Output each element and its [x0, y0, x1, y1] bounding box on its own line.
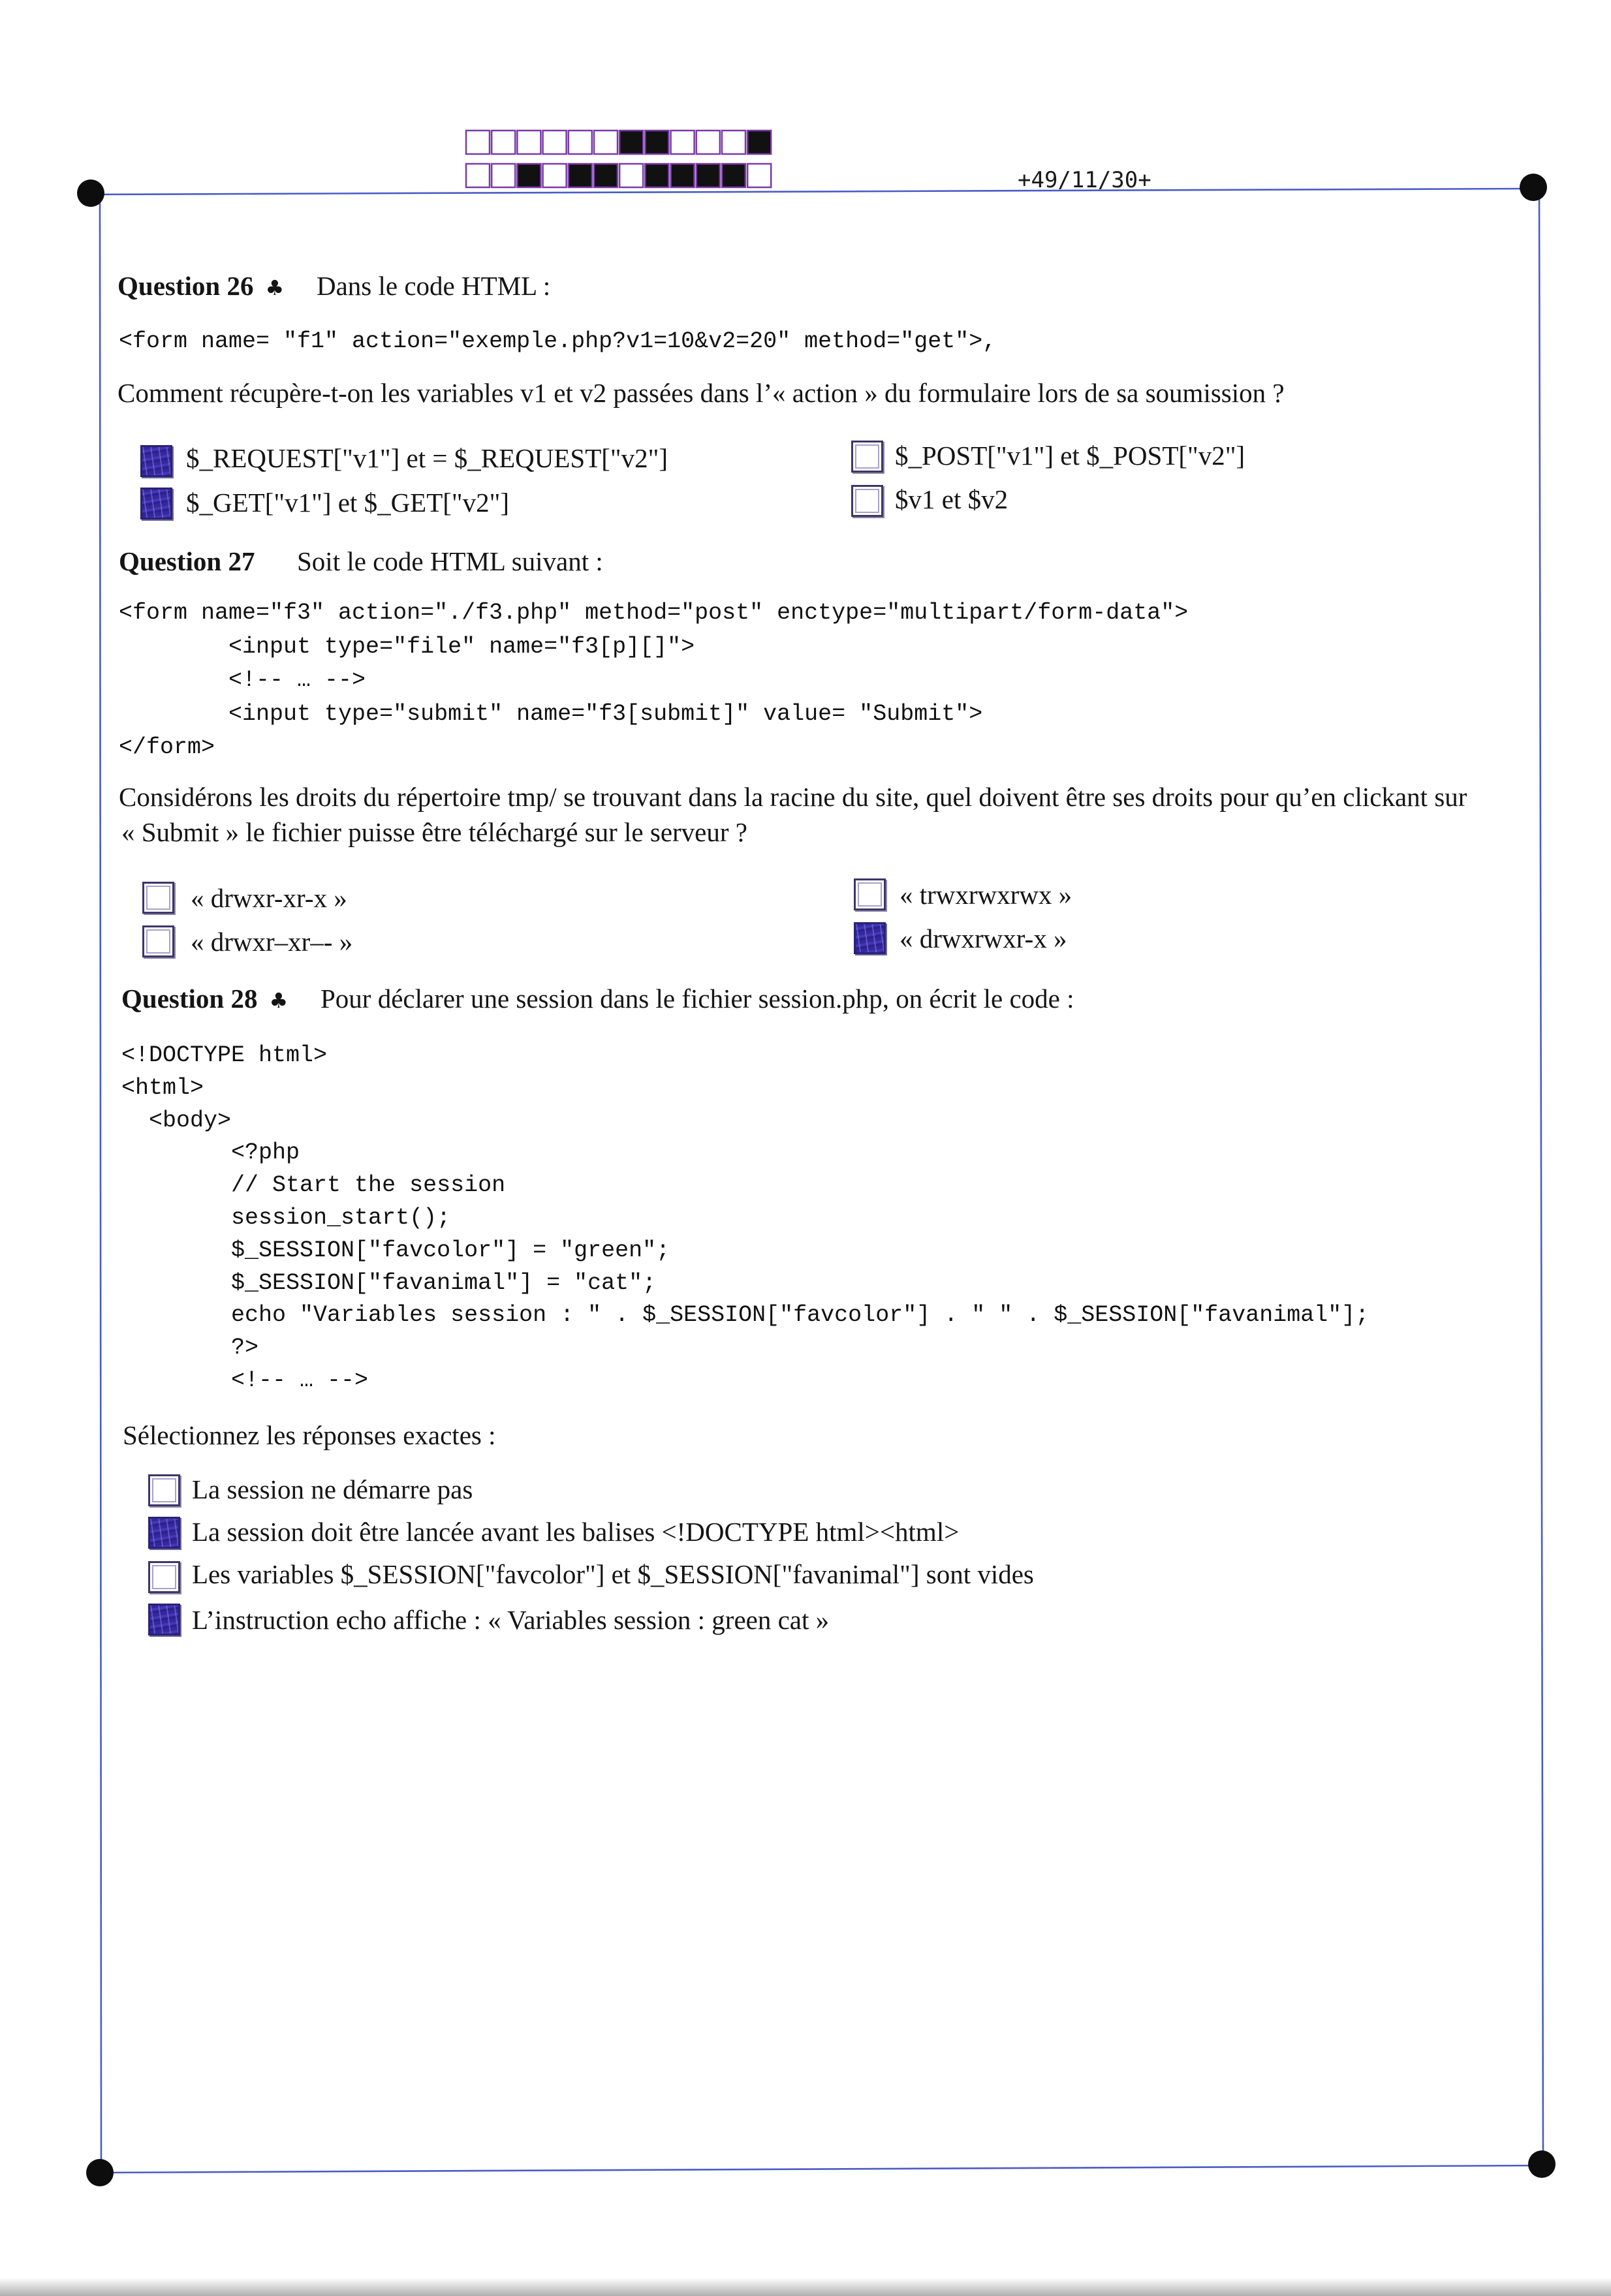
club-icon: ♣ [269, 988, 289, 1013]
corner-marker-top-left [77, 179, 104, 207]
frame-line-bottom [100, 2165, 1542, 2173]
code-snippet [119, 597, 1188, 765]
question-prompt-line: « Submit » le fichier puisse être téléchargé sur le serveur ? [121, 817, 747, 847]
question-28-heading [121, 983, 288, 1016]
sheet-id-code: +49/11/30+ [1018, 167, 1151, 193]
id-bit-box-filled [747, 131, 771, 154]
answer-checkbox[interactable] [854, 878, 886, 910]
code-line: <html> [121, 1074, 204, 1101]
id-bit-box-filled [696, 164, 720, 187]
answer-checkbox[interactable] [142, 925, 174, 957]
code-line: $_SESSION["favanimal"] = "cat"; [121, 1269, 657, 1296]
frame-line-left [100, 196, 101, 2173]
answer-text: $_REQUEST["v1"] et = $_REQUEST["v2"] [186, 443, 668, 473]
code-line: <form name= "f1" action="exemple.php?v1=10&v2=20" method="get">, [119, 328, 997, 354]
id-bit-box-empty [619, 164, 643, 187]
answer-text: $v1 et $v2 [895, 484, 1009, 514]
id-bit-box-empty [517, 131, 540, 154]
id-bit-box-empty [492, 131, 515, 154]
answer-checkbox[interactable] [854, 922, 886, 954]
code-line: // Start the session [121, 1172, 506, 1199]
question-prompt-line: Considérons les droits du répertoire tmp/ se trouvant dans la racine du site, quel doivent être ses droits pour qu’en clickant sur [119, 782, 1467, 812]
id-bit-box-empty [671, 131, 695, 154]
question-stem: Soit le code HTML suivant : [297, 546, 603, 576]
answer-text: L’instruction echo affiche : « Variables session : green cat » [192, 1605, 830, 1635]
answer-text: Les variables $_SESSION["favcolor"] et $_SESSION["favanimal"] sont vides [192, 1559, 1034, 1589]
answer-text: $_POST["v1"] et $_POST["v2"] [895, 441, 1245, 471]
code-line: <!DOCTYPE html> [121, 1042, 328, 1068]
answer-checkbox[interactable] [142, 882, 174, 914]
id-bit-box-filled [722, 164, 745, 187]
answer-text: $_GET["v1"] et $_GET["v2"] [186, 488, 510, 518]
id-bit-box-empty [492, 164, 515, 187]
id-bit-box-filled [594, 164, 618, 187]
code-snippet [121, 1040, 1369, 1397]
question-label: Question 26 [117, 271, 254, 301]
question-stem: Dans le code HTML : [317, 271, 551, 301]
id-bit-box-empty [466, 164, 490, 187]
question-27-heading [119, 546, 255, 577]
id-bit-grid [466, 131, 771, 187]
scan-edge-shadow [0, 2278, 1611, 2296]
question-instruction: Sélectionnez les réponses exactes : [123, 1420, 496, 1450]
id-bit-box-empty [543, 131, 567, 154]
id-bit-box-filled [671, 164, 695, 187]
code-line: <!-- … --> [119, 667, 366, 693]
answer-checkbox[interactable] [148, 1517, 180, 1549]
answer-checkbox[interactable] [851, 485, 883, 517]
id-bit-box-empty [747, 164, 771, 187]
code-line: <?php [121, 1140, 300, 1166]
code-line: <input type="submit" name="f3[submit]" value= "Submit"> [119, 700, 983, 727]
corner-marker-bottom-right [1528, 2150, 1556, 2178]
answer-text: La session doit être lancée avant les balises <!DOCTYPE html><html> [192, 1517, 960, 1547]
code-snippet [119, 325, 996, 358]
code-line: </form> [119, 734, 215, 760]
answer-checkbox[interactable] [148, 1474, 180, 1506]
id-bit-box-empty [569, 131, 592, 154]
answer-text: « drwxr-xr-x » [191, 883, 347, 913]
id-bit-box-filled [517, 164, 540, 187]
frame-line-top [91, 189, 1533, 194]
answer-text: La session ne démarre pas [192, 1474, 473, 1504]
question-prompt: Comment récupère-t-on les variables v1 et v2 passées dans l’« action » du formulaire lors de sa soumission ? [117, 378, 1285, 408]
answer-checkbox[interactable] [148, 1561, 180, 1593]
code-line: <input type="file" name="f3[p][]"> [119, 633, 695, 660]
answer-checkbox[interactable] [148, 1604, 180, 1636]
frame-line-right [1539, 189, 1543, 2164]
id-bit-box-empty [696, 131, 720, 154]
code-line: <!-- … --> [121, 1367, 369, 1393]
answer-checkbox[interactable] [140, 445, 172, 477]
id-bit-box-filled [645, 131, 668, 154]
answer-checkbox[interactable] [851, 441, 883, 473]
id-bit-box-filled [645, 164, 668, 187]
corner-marker-top-right [1520, 174, 1547, 201]
id-bit-box-empty [466, 131, 490, 154]
id-bit-box-empty [722, 131, 745, 154]
question-26-heading [117, 270, 284, 303]
code-line: <body> [121, 1107, 232, 1134]
code-line: $_SESSION["favcolor"] = "green"; [121, 1237, 670, 1264]
id-bit-box-empty [594, 131, 618, 154]
id-bit-box-filled [569, 164, 592, 187]
answer-text: « drwxr–xr–- » [191, 927, 353, 957]
question-label: Question 27 [119, 546, 255, 576]
answer-checkbox[interactable] [140, 488, 172, 520]
corner-marker-bottom-left [86, 2159, 114, 2186]
id-bit-box-filled [619, 131, 643, 154]
code-line: ?> [121, 1335, 259, 1361]
answer-text: « trwxrwxrwx » [899, 880, 1072, 910]
answer-text: « drwxrwxr-x » [899, 923, 1067, 954]
question-label: Question 28 [121, 984, 258, 1014]
question-stem: Pour déclarer une session dans le fichier session.php, on écrit le code : [321, 984, 1074, 1014]
club-icon: ♣ [265, 275, 285, 300]
code-line: echo "Variables session : " . $_SESSION["favcolor"] . " " . $_SESSION["favanimal"]; [121, 1302, 1369, 1329]
id-bit-box-empty [543, 164, 567, 187]
code-line: <form name="f3" action="./f3.php" method="post" enctype="multipart/form-data"> [119, 600, 1189, 626]
code-line: session_start(); [121, 1204, 451, 1231]
